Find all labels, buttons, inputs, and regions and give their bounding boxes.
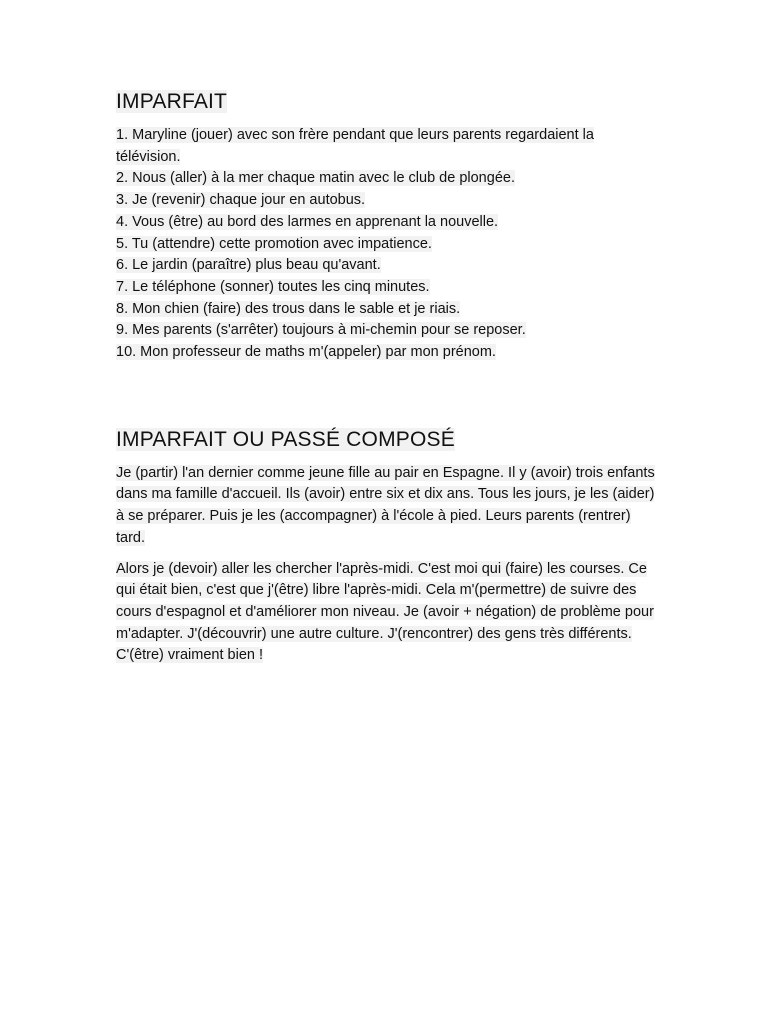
exercise-item: 7. Le téléphone (sonner) toutes les cinq minutes. xyxy=(116,278,430,295)
document-page xyxy=(116,86,661,667)
exercise-item: 4. Vous (être) au bord des larmes en apprenant la nouvelle. xyxy=(116,213,499,230)
section-title-imparfait-ou-passe-compose: IMPARFAIT OU PASSÉ COMPOSÉ xyxy=(116,427,455,451)
paragraph-1: Je (partir) l'an dernier comme jeune fille au pair en Espagne. Il y (avoir) trois enfants dans ma famille d'accueil. Ils (avoir) entre six et dix ans. Tous les jours, je les (aider) à se préparer. Puis je les (accompagner) à l'école à pied. Leurs parents (rentrer) tard. xyxy=(116,464,655,546)
paragraph-2: Alors je (devoir) aller les chercher l'après-midi. C'est moi qui (faire) les courses. Ce qui était bien, c'est que j'(être) libre l'après-midi. Cela m'(permettre) de suivre des cours d'espagnol et d'améliorer mon niveau. Je (avoir + négation) de problème pour m'adapter. J'(découvrir) une autre culture. J'(rencontrer) des gens très différents. C'(être) vraiment bien ! xyxy=(116,560,654,664)
exercise-item: 6. Le jardin (paraître) plus beau qu'avant. xyxy=(116,257,381,274)
exercise-item: 8. Mon chien (faire) des trous dans le sable et je riais. xyxy=(116,300,461,317)
exercise-item: 10. Mon professeur de maths m'(appeler) par mon prénom. xyxy=(116,344,496,361)
exercise-item: 3. Je (revenir) chaque jour en autobus. xyxy=(116,192,366,209)
section-imparfait-ou-passe-compose xyxy=(116,424,661,667)
exercise-item: 1. Maryline (jouer) avec son frère pendant que leurs parents regardaient la télévision. xyxy=(116,127,594,165)
exercise-item: 9. Mes parents (s'arrêter) toujours à mi-chemin pour se reposer. xyxy=(116,322,526,339)
section-imparfait xyxy=(116,86,661,364)
exercise-list xyxy=(116,125,661,364)
exercise-item: 5. Tu (attendre) cette promotion avec impatience. xyxy=(116,235,432,252)
exercise-item: 2. Nous (aller) à la mer chaque matin avec le club de plongée. xyxy=(116,170,515,187)
section-title-imparfait: IMPARFAIT xyxy=(116,90,228,113)
